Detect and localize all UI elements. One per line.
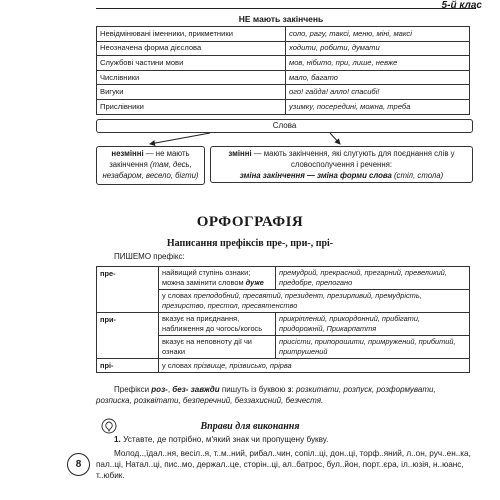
rule-cell [159,359,470,373]
examples-cell: премудрий, прекрасний, прегарний, превеликий, предобре, препогано [276,267,470,290]
unchangeable-examples: (там, десь, незабаром, весело, бігти) [102,160,199,180]
grade-label: 5-й клас [441,0,482,11]
unchangeable-text: — не мають закінчення [109,149,190,169]
prefix-cell: пре- [97,267,159,313]
table-cell-category: Вигуки [97,85,286,100]
rule-part: : [291,385,296,394]
changeable-label: змінні [228,149,252,158]
prefixes-subtitle: Написання префіксів пре-, при-, прі- [166,238,334,249]
rule-emphasis: дуже [245,278,264,287]
always-word: завжди [188,385,220,394]
arrow-right [330,133,340,144]
letter-z: з [287,385,292,394]
table-row [97,359,470,373]
prefix-roz: роз- [151,385,168,394]
box-changeable [210,146,473,183]
no-endings-title: НЕ мають закінчень [238,14,324,24]
orthography-title: ОРФОГРАФІЯ [196,214,304,230]
rule-part: Префікси [114,385,152,394]
table-row [97,313,470,336]
task-number: 1. [114,435,121,444]
rule-cell [159,290,470,313]
rule-cell: вказує на приєднання, наближення до чогось/когось [159,313,276,336]
table-cell-examples: соло, рагу, таксі, меню, міні, максі [286,27,470,42]
task-instruction [96,434,472,445]
examples-cell: прикріплений, прикордонний, прибігати, придорожній, Прикарпаття [276,313,470,336]
prefixes-table [96,266,470,373]
unchangeable-label: незмінні [111,149,144,158]
table-cell-examples: мов, нібито, при, лише, невже [286,56,470,71]
rule-text: у словах [162,291,194,300]
table-cell-category: Числівники [97,70,286,85]
rule-cell [159,267,276,290]
changeable-text: — мають закінчення, які слугують для поєднання слів у словосполучення і речення: [251,149,455,169]
diagram-root-words: Слова [96,119,473,133]
task-words: Молод..,їдал..ня, весіл..я, т..м..ний, рибал..чин, сопіл..ці, дон..ці, торф..яний, л..он, руч..ен..ка, пал..ці, Натал..ці, пис..мо, держал..це, сторін..ці, ал..батрос, бул..йон, порт..єра, іл..юзія, н..юанс, т..юбик. [96,449,471,480]
prefix-cell: прі- [97,359,159,373]
rule-text: найвищий ступінь ознаки; можна замінити словом [162,268,251,287]
roz-bez-rule [96,384,472,406]
table-cell-category: Невідмінювані іменники, прикметники [97,27,286,42]
rule-text: у словах [162,360,194,370]
page-number: 8 [67,453,90,476]
table-cell-examples: ого! гайда! алло! спасибі! [286,85,470,100]
rule-italic: преподобний, пресвятий, президент, презирливий, премудрість, презирство, престол, пресвятенство [162,291,422,310]
exercises-title: Вправи для виконання [200,421,300,432]
table-cell-category: Неозначена форма дієслова [97,41,286,56]
prefix-cell: при- [97,313,159,359]
table-cell-category: Службові частини мови [97,56,286,71]
rule-part: , [167,385,173,394]
changeable-examples: (стіл, стола) [391,171,444,180]
rule-italic: прізвище, прізвисько, прірва [193,360,292,370]
rule-cell: вказує на неповноту дії чи ознаки [159,336,276,359]
table-cell-examples: узимку, посередині, можна, треба [286,99,470,114]
table-cell-category: Прислівники [97,99,286,114]
box-unchangeable [96,146,205,185]
rule-examples: розкитати, розпуск, розформувати, розписка, розквітати, безперечний, беззахисний, безчестя. [96,385,436,405]
task-text: Уставте, де потрібно, м'який знак чи пропущену букву. [120,435,329,444]
table-cell-examples: ходити, робити, думати [286,41,470,56]
table-cell-examples: мало, багато [286,70,470,85]
changeable-rule: зміна закінчення — зміна форми слова [239,171,392,180]
examples-cell: присісти, припорошити, примружений, прибитий, притрушений [276,336,470,359]
rule-part: пишуть із буквою [219,385,288,394]
arrow-left [150,133,210,144]
write-prefix-label: ПИШЕМО префікс: [114,252,185,261]
table-row [97,267,470,290]
prefix-bez: без- [172,385,189,394]
